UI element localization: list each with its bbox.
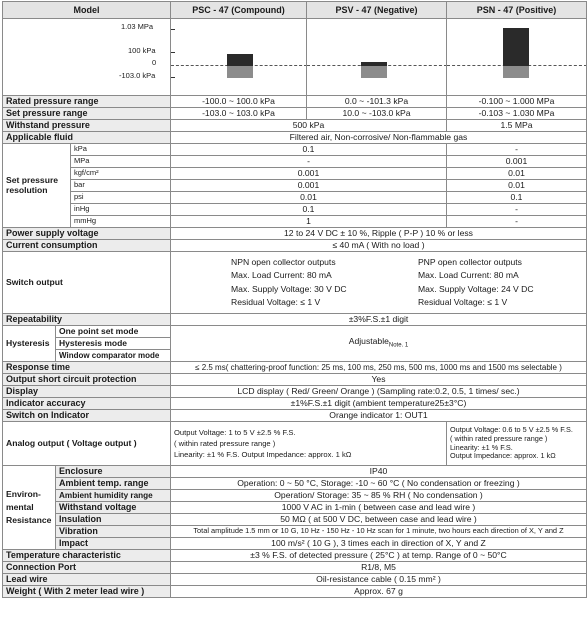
analog-line: Output Impedance: approx. 1 kΩ <box>450 451 556 461</box>
spec-table <box>2 1 587 598</box>
environment-item: Impact <box>56 538 171 550</box>
analog-label: Analog output ( Voltage output ) <box>3 422 171 466</box>
analog-line: Linearity: ±1 % F.S. <box>450 442 513 452</box>
power-value: 12 to 24 V DC ± 10 %, Ripple ( P-P ) 10 % or less <box>171 228 587 240</box>
rated-pressure-psv: 0.0 ~ -101.3 kPa <box>307 96 447 108</box>
resolution-psc-psv: - <box>171 156 447 168</box>
header-psv: PSV - 47 (Negative) <box>307 2 447 19</box>
lead-row <box>3 574 587 586</box>
environment-value: Operation/ Storage: 35 ~ 85 % RH ( No condensation ) <box>171 490 587 502</box>
resolution-psc-psv: 1 <box>171 216 447 228</box>
set-pressure-row <box>3 108 587 120</box>
resolution-psn: 0.01 <box>447 168 587 180</box>
hysteresis-value-cell <box>171 326 587 362</box>
hysteresis-row <box>3 326 587 338</box>
power-label: Power supply voltage <box>3 228 171 240</box>
range-bar-negative <box>503 66 529 78</box>
resolution-row <box>3 156 587 168</box>
withstand-pressure-row <box>3 120 587 132</box>
resolution-row <box>3 192 587 204</box>
environment-row <box>3 514 587 526</box>
switch-indicator-row <box>3 410 587 422</box>
resolution-psc-psv: 0.001 <box>171 180 447 192</box>
graph-psc <box>171 19 307 96</box>
current-row <box>3 240 587 252</box>
fluid-row <box>3 132 587 144</box>
response-label: Response time <box>3 362 171 374</box>
lead-label: Lead wire <box>3 574 171 586</box>
environment-item: Ambient humidity range <box>56 490 171 502</box>
fluid-label: Applicable fluid <box>3 132 171 144</box>
header-psn: PSN - 47 (Positive) <box>447 2 587 19</box>
environment-row <box>3 526 587 538</box>
analog-psn <box>447 422 587 466</box>
hysteresis-note: Note. 1 <box>388 342 409 349</box>
tick-label-zero: 0 <box>152 58 157 67</box>
set-pressure-psv: 10.0 ~ -103.0 kPa <box>307 108 447 120</box>
hysteresis-mode: Hysteresis mode <box>56 338 171 350</box>
display-value: LCD display ( Red/ Green/ Orange ) (Sampling rate:0.2, 0.5, 1 times/ sec.) <box>171 386 587 398</box>
header-psc: PSC - 47 (Compound) <box>171 2 307 19</box>
resolution-psc-psv: 0.01 <box>171 192 447 204</box>
range-bar-negative <box>361 66 387 78</box>
weight-label: Weight ( With 2 meter lead wire ) <box>3 586 171 598</box>
range-bar-negative <box>227 66 253 78</box>
rated-pressure-row <box>3 96 587 108</box>
port-row <box>3 562 587 574</box>
accuracy-label: Indicator accuracy <box>3 398 171 410</box>
current-label: Current consumption <box>3 240 171 252</box>
graph-psn <box>447 19 587 96</box>
resolution-psc-psv: 0.1 <box>171 144 447 156</box>
rated-pressure-label: Rated pressure range <box>3 96 171 108</box>
display-row <box>3 386 587 398</box>
hysteresis-mode: One point set mode <box>56 326 171 338</box>
environment-row <box>3 490 587 502</box>
lead-value: Oil-resistance cable ( 0.15 mm² ) <box>171 574 587 586</box>
tick-mark <box>171 52 176 53</box>
environment-item: Withstand voltage <box>56 502 171 514</box>
range-bar-positive <box>227 54 253 66</box>
pnp-line: Max. Load Current: 80 mA <box>417 270 519 281</box>
analog-line: Output Voltage: 1 to 5 V ±2.5 % F.S. <box>174 428 296 437</box>
analog-line: ( within rated pressure range ) <box>174 439 276 448</box>
resolution-psn: - <box>447 204 587 216</box>
tick-mark <box>171 29 176 30</box>
withstand-pressure-psc-psv: 500 kPa <box>171 120 447 132</box>
temperature-row <box>3 550 587 562</box>
npn-line: Max. Supply Voltage: 30 V DC <box>231 283 347 294</box>
analog-row <box>3 422 587 466</box>
pnp-line: Residual Voltage: ≤ 1 V <box>417 296 508 307</box>
repeatability-value: ±3%F.S.±1 digit <box>171 314 587 326</box>
response-row <box>3 362 587 374</box>
environment-item: Enclosure <box>56 466 171 478</box>
environment-item: Ambient temp. range <box>56 478 171 490</box>
environment-value: 100 m/s² ( 10 G ), 3 times each in direction of X, Y and Z <box>171 538 587 550</box>
resolution-unit: kPa <box>71 144 171 156</box>
hysteresis-mode: Window comparator mode <box>56 350 171 362</box>
pnp-line: PNP open collector outputs <box>417 256 522 267</box>
withstand-pressure-label: Withstand pressure <box>3 120 171 132</box>
resolution-row <box>3 204 587 216</box>
resolution-psn: 0.001 <box>447 156 587 168</box>
environment-row <box>3 466 587 478</box>
environment-value: Operation: 0 ~ 50 °C, Storage: -10 ~ 60 °C ( No condensation or freezing ) <box>171 478 587 490</box>
resolution-psn: - <box>447 144 587 156</box>
resolution-unit: kgf/cm² <box>71 168 171 180</box>
environment-item: Insulation <box>56 514 171 526</box>
analog-psc-psv <box>171 422 447 466</box>
environment-value: IP40 <box>171 466 587 478</box>
resolution-psc-psv: 0.001 <box>171 168 447 180</box>
resolution-unit: psi <box>71 192 171 204</box>
switch-indicator-label: Switch on Indicator <box>3 410 171 422</box>
temperature-value: ±3 % F.S. of detected pressure ( 25°C ) at temp. Range of 0 ~ 50°C <box>171 550 587 562</box>
analog-line: Linearity: ±1 % F.S. Output Impedance: approx. 1 kΩ <box>174 450 352 459</box>
environment-label: Environ- mental Resistance <box>3 466 56 550</box>
environment-value: 1000 V AC in 1-min ( between case and lead wire ) <box>171 502 587 514</box>
resolution-label: Set pressure resolution <box>3 144 71 228</box>
pnp-line: Max. Supply Voltage: 24 V DC <box>417 283 534 294</box>
resolution-row <box>3 180 587 192</box>
header-model: Model <box>3 2 171 19</box>
set-pressure-psc: -103.0 ~ 103.0 kPa <box>171 108 307 120</box>
hysteresis-value: Adjustable <box>348 336 389 347</box>
switch-indicator-value: Orange indicator 1: OUT1 <box>171 410 587 422</box>
resolution-unit: inHg <box>71 204 171 216</box>
environment-row <box>3 478 587 490</box>
accuracy-value: ±1%F.S.±1 digit (ambient temperature25±3°C) <box>171 398 587 410</box>
resolution-row <box>3 168 587 180</box>
current-value: ≤ 40 mA ( With no load ) <box>171 240 587 252</box>
resolution-psn: 0.01 <box>447 180 587 192</box>
npn-line: NPN open collector outputs <box>231 256 336 267</box>
resolution-row <box>3 216 587 228</box>
environment-value: Total amplitude 1.5 mm or 10 G, 10 Hz - 150 Hz - 10 Hz scan for 1 minute, two hours each direction of X, Y and Z <box>171 526 587 538</box>
resolution-row <box>3 144 587 156</box>
rated-pressure-psc: -100.0 ~ 100.0 kPa <box>171 96 307 108</box>
hysteresis-label: Hysteresis <box>3 326 56 362</box>
tick-label-100kpa: 100 kPa <box>128 46 156 55</box>
set-pressure-psn: -0.103 ~ 1.030 MPa <box>447 108 587 120</box>
port-label: Connection Port <box>3 562 171 574</box>
tick-label-1-03mpa: 1.03 MPa <box>121 22 154 31</box>
range-bar-positive <box>503 28 529 66</box>
switch-output-label: Switch output <box>3 252 171 314</box>
resolution-unit: mmHg <box>71 216 171 228</box>
resolution-unit: bar <box>71 180 171 192</box>
npn-block <box>231 256 400 309</box>
switch-output-cell <box>171 252 587 314</box>
analog-line: ( within rated pressure range ) <box>450 433 548 443</box>
environment-row <box>3 502 587 514</box>
environment-row <box>3 538 587 550</box>
temperature-label: Temperature characteristic <box>3 550 171 562</box>
tick-label-neg-103kpa: -103.0 kPa <box>119 71 156 80</box>
fluid-value: Filtered air, Non-corrosive/ Non-flammable gas <box>171 132 587 144</box>
repeatability-row <box>3 314 587 326</box>
header-row <box>3 2 587 19</box>
graph-axis-cell <box>3 19 171 96</box>
response-value: ≤ 2.5 ms( chattering-proof function: 25 ms, 100 ms, 250 ms, 500 ms, 1000 ms and 1500 ms selectable ) <box>171 362 587 374</box>
graph-psv <box>307 19 447 96</box>
short-circuit-row <box>3 374 587 386</box>
pnp-block <box>400 256 587 309</box>
resolution-psn: 0.1 <box>447 192 587 204</box>
weight-value: Approx. 67 g <box>171 586 587 598</box>
short-circuit-label: Output short circuit protection <box>3 374 171 386</box>
accuracy-row <box>3 398 587 410</box>
withstand-pressure-psn: 1.5 MPa <box>447 120 587 132</box>
analog-line: Output Voltage: 0.6 to 5 V ±2.5 % F.S. <box>450 425 573 434</box>
environment-item: Vibration <box>56 526 171 538</box>
resolution-psn: - <box>447 216 587 228</box>
resolution-unit: MPa <box>71 156 171 168</box>
resolution-psc-psv: 0.1 <box>171 204 447 216</box>
rated-pressure-psn: -0.100 ~ 1.000 MPa <box>447 96 587 108</box>
repeatability-label: Repeatability <box>3 314 171 326</box>
display-label: Display <box>3 386 171 398</box>
environment-value: 50 MΩ ( at 500 V DC, between case and lead wire ) <box>171 514 587 526</box>
port-value: R1/8, M5 <box>171 562 587 574</box>
npn-line: Residual Voltage: ≤ 1 V <box>231 296 321 307</box>
graph-row <box>3 19 587 96</box>
weight-row <box>3 586 587 598</box>
set-pressure-label: Set pressure range <box>3 108 171 120</box>
short-circuit-value: Yes <box>171 374 587 386</box>
tick-mark <box>171 77 176 78</box>
power-row <box>3 228 587 240</box>
switch-output-row <box>3 252 587 314</box>
npn-line: Max. Load Current: 80 mA <box>231 270 332 281</box>
